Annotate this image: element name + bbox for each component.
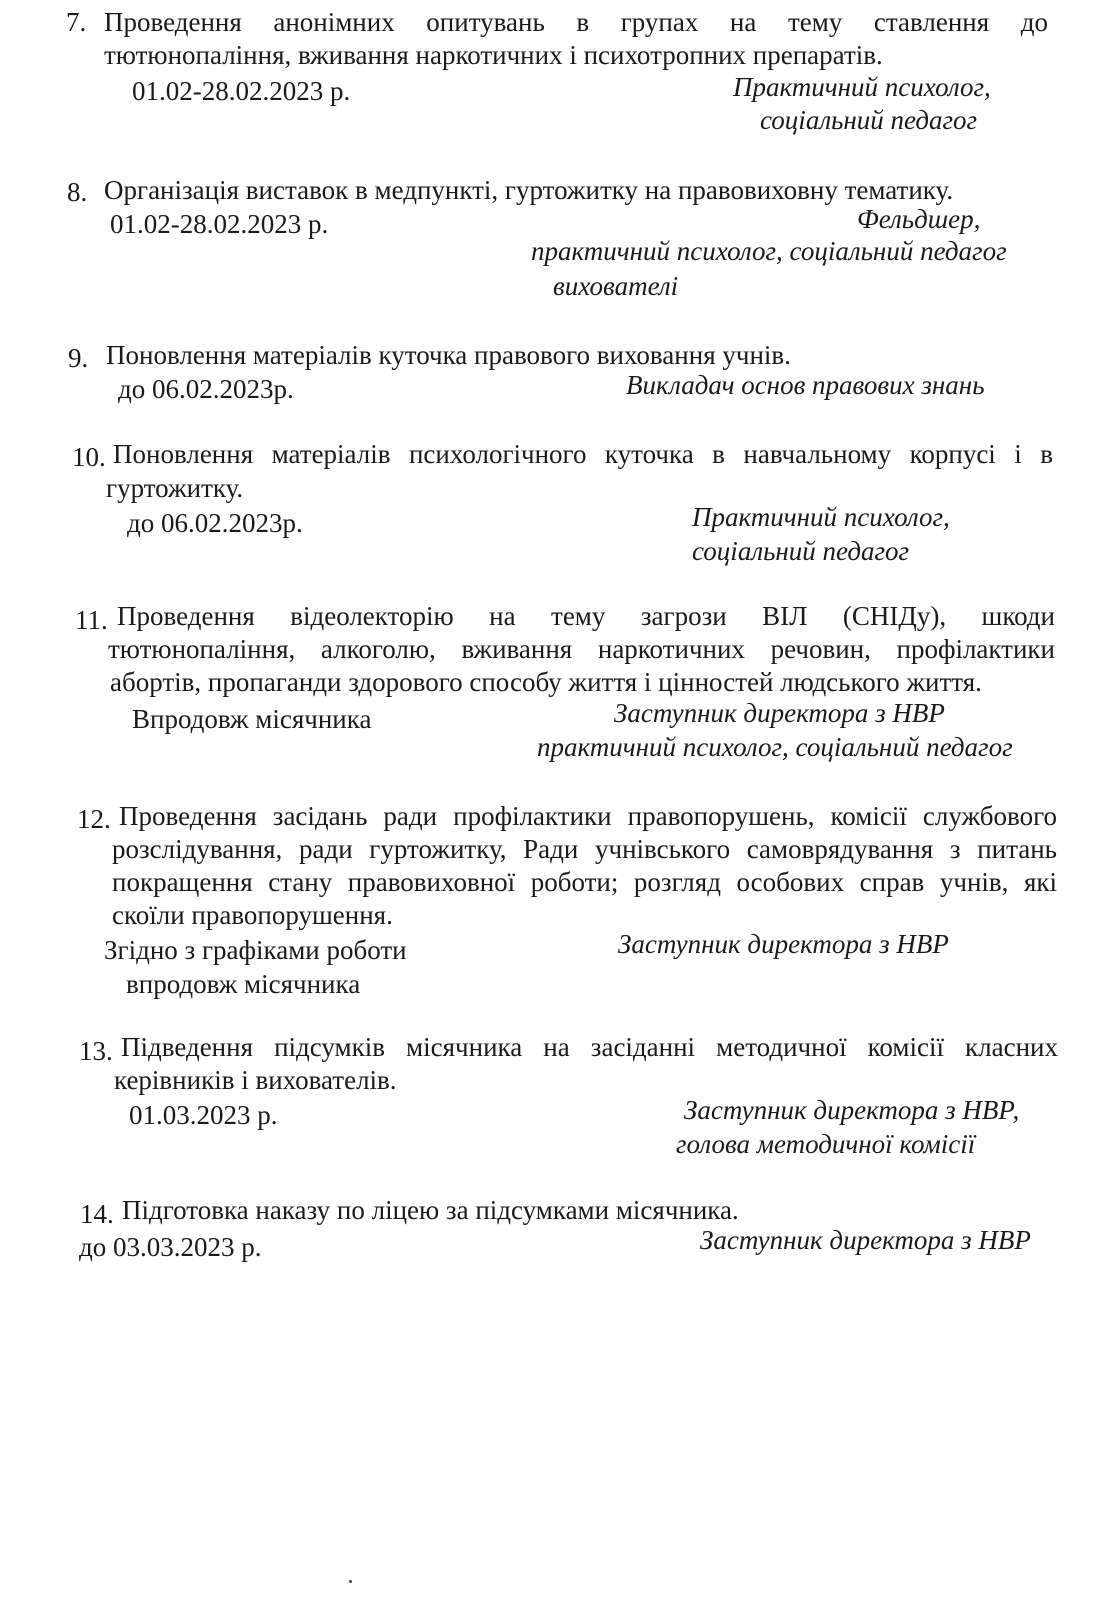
item-12-line-1: Проведення засідань ради профілактики правопорушень, комісії службового	[119, 801, 1057, 831]
item-13-responsible-1: Заступник директора з НВР,	[684, 1095, 1020, 1125]
item-7-number: 7.	[66, 7, 87, 37]
item-12-line-3: покращення стану правовиховної роботи; розгляд особових справ учнів, які	[112, 867, 1057, 897]
item-8-number: 8.	[67, 177, 88, 207]
item-13-line-1: Підведення підсумків місячника на засіданні методичної комісії класних	[121, 1032, 1058, 1062]
item-11-line-3: абортів, пропаганди здорового способу життя і цінностей людського життя.	[110, 667, 982, 697]
item-10-responsible-2: соціальний педагог	[692, 536, 910, 566]
item-12-line-4: скоїли правопорушення.	[112, 900, 393, 930]
item-13-line-2: керівників і вихователів.	[114, 1065, 397, 1095]
item-9-line-1: Поновлення матеріалів куточка правового виховання учнів.	[106, 340, 791, 370]
item-12-number: 12.	[77, 804, 111, 834]
item-10-number: 10.	[72, 442, 106, 472]
item-11-line-2: тютюнопаління, алкоголю, вживання наркотичних речовин, профілактики	[108, 634, 1055, 664]
item-7-responsible-1: Практичний психолог,	[733, 72, 991, 102]
item-10-date: до 06.02.2023р.	[127, 508, 303, 538]
item-12-date-1: Згідно з графіками роботи	[104, 935, 407, 965]
item-11-responsible-2: практичний психолог, соціальний педагог	[537, 732, 1013, 762]
item-7-date: 01.02-28.02.2023 р.	[132, 76, 351, 106]
item-14-number: 14.	[80, 1199, 114, 1229]
scan-speck	[349, 1580, 352, 1583]
item-7-line-2: тютюнопаління, вживання наркотичних і психотропних препаратів.	[104, 40, 883, 70]
item-14-responsible-1: Заступник директора з НВР	[700, 1225, 1031, 1255]
item-10-responsible-1: Практичний психолог,	[692, 502, 950, 532]
item-11-line-1: Проведення відеолекторію на тему загрози ВІЛ (СНІДу), шкоди	[117, 601, 1055, 631]
item-8-responsible-2: практичний психолог, соціальний педагог	[531, 236, 1007, 266]
item-7-line-1: Проведення анонімних опитувань в групах на тему ставлення до	[104, 7, 1048, 37]
item-10-line-2: гуртожитку.	[106, 473, 244, 503]
item-9-date: до 06.02.2023р.	[118, 374, 294, 404]
item-10-line-1: Поновлення матеріалів психологічного куточка в навчальному корпусі і в	[113, 439, 1053, 469]
item-8-responsible-1: Фельдшер,	[857, 204, 981, 234]
item-13-number: 13.	[79, 1036, 113, 1066]
item-9-number: 9.	[68, 343, 89, 373]
item-9-responsible-1: Викладач основ правових знань	[626, 370, 985, 400]
item-12-responsible-1: Заступник директора з НВР	[618, 929, 949, 959]
item-13-responsible-2: голова методичної комісії	[676, 1129, 976, 1159]
item-8-line-1: Організація виставок в медпункті, гуртожитку на правовиховну тематику.	[104, 175, 954, 205]
item-13-date: 01.03.2023 р.	[129, 1100, 278, 1130]
item-8-date: 01.02-28.02.2023 р.	[110, 209, 329, 239]
item-11-number: 11.	[75, 605, 108, 635]
item-8-responsible-3: вихователі	[553, 271, 679, 301]
item-14-line-1: Підготовка наказу по ліцею за підсумками місячника.	[122, 1195, 739, 1225]
item-11-responsible-1: Заступник директора з НВР	[614, 698, 945, 728]
item-7-responsible-2: соціальний педагог	[760, 105, 978, 135]
item-14-date: до 03.03.2023 р.	[79, 1232, 262, 1262]
item-12-date-2: впродовж місячника	[126, 969, 361, 999]
item-11-date: Впродовж місячника	[132, 704, 372, 734]
item-12-line-2: розслідування, ради гуртожитку, Ради учнівського самоврядування з питань	[112, 834, 1057, 864]
